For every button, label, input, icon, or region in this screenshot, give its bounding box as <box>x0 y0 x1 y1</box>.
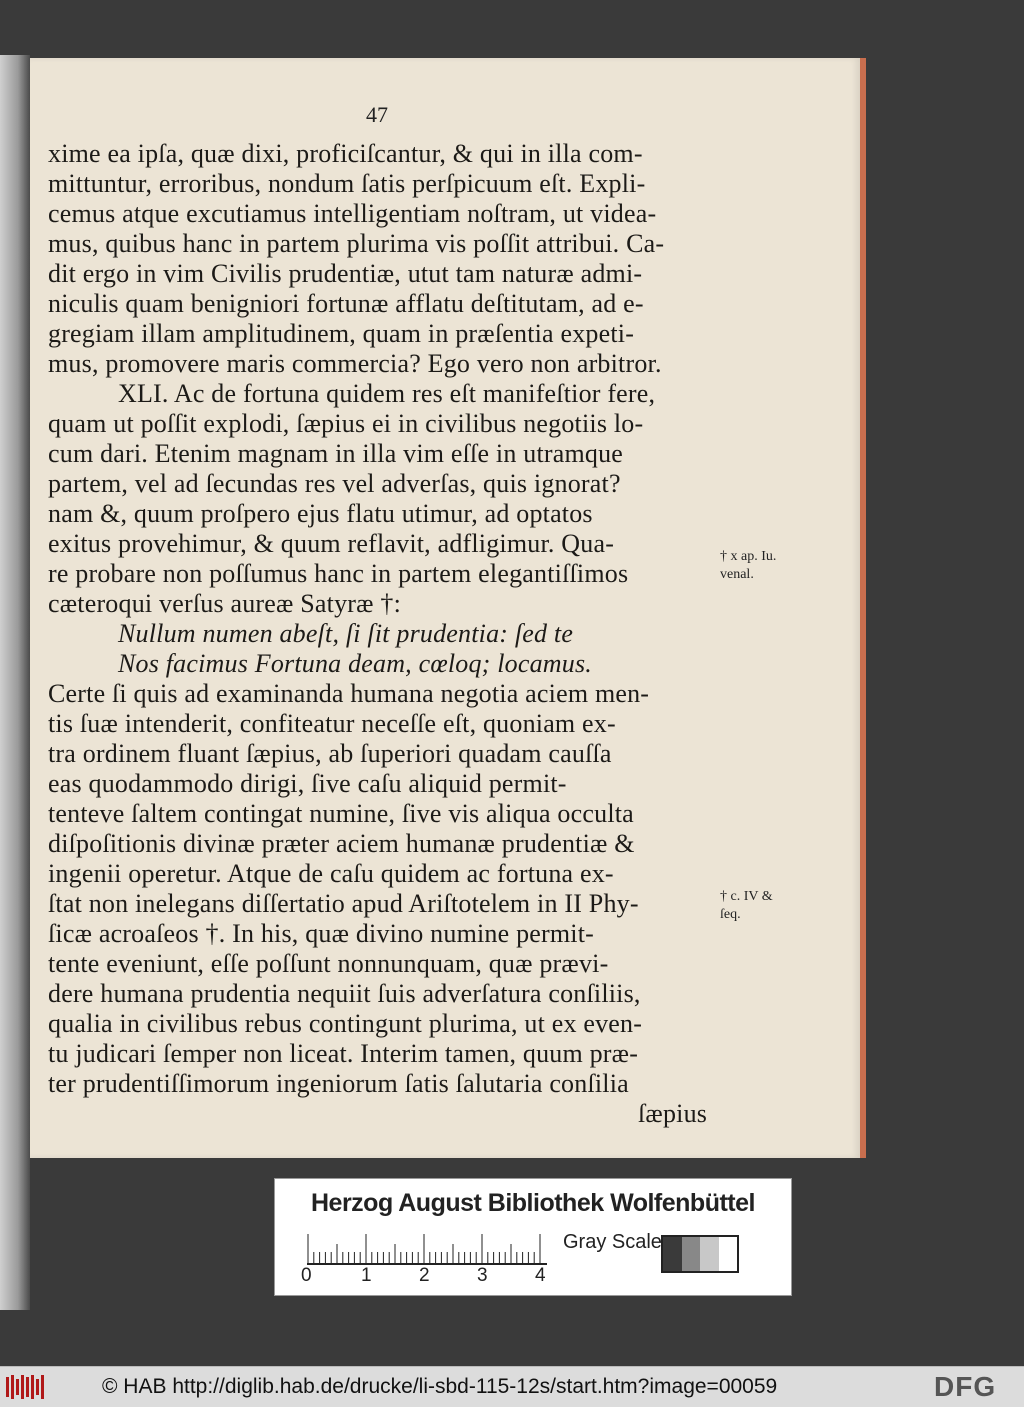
text-line: ſicæ acroaſeos †. In his, quæ divino numine permit- <box>48 919 594 948</box>
verse-line: Nullum numen abeſt, ſi ſit prudentia: ſed te <box>118 619 574 648</box>
book-page <box>30 58 866 1158</box>
margin-note: † c. IV & ſeq. <box>720 889 773 922</box>
section-heading-line: XLI. Ac de fortuna quidem res eſt manifeſtior fere, <box>118 379 656 408</box>
text-line: dere humana prudentia nequiit ſuis adverſatura conſiliis, <box>48 979 641 1008</box>
text-line: cum dari. Etenim magnam in illa vim eſſe in utramque <box>48 439 624 468</box>
text-line: mus, promovere maris commercia? Ego vero non arbitror. <box>48 349 662 378</box>
margin-note: † x ap. Iu. venal. <box>720 549 777 582</box>
text-line: xime ea ipſa, quæ dixi, proficiſcantur, & qui in illa com- <box>48 139 643 168</box>
verse-line: Nos facimus Fortuna deam, cœloq; locamus. <box>118 649 593 678</box>
text-line: mittuntur, erroribus, nondum ſatis perſpicuum eſt. Expli- <box>48 169 646 198</box>
page-number: 47 <box>366 102 388 127</box>
library-name: Herzog August Bibliothek Wolfenbüttel <box>311 1189 755 1217</box>
text-line: ingenii operetur. Atque de caſu quidem ac fortuna ex- <box>48 859 614 888</box>
gray-scale-swatches <box>661 1235 739 1273</box>
hab-logo-icon <box>6 1375 46 1399</box>
text-line: dit ergo in vim Civilis prudentiæ, utut tam naturæ admi- <box>48 259 643 288</box>
text-line: tis ſuæ intenderit, confiteatur neceſſe eſt, quoniam ex- <box>48 709 616 738</box>
book-spine-edge <box>0 55 30 1310</box>
text-line: gregiam illam amplitudinem, quam in præſentia expeti- <box>48 319 635 348</box>
source-link[interactable]: © HAB http://diglib.hab.de/drucke/li-sbd-115-12s/start.htm?image=00059 <box>102 1375 778 1398</box>
text-line: ter prudentiſſimorum ingeniorum ſatis ſalutaria conſilia <box>48 1069 629 1098</box>
ruler-label: 0 <box>301 1265 312 1286</box>
gray-scale-label: Gray Scale <box>563 1231 662 1253</box>
dfg-logo: DFG <box>934 1371 997 1402</box>
text-line: tenteve ſaltem contingat numine, ſive vis aliqua occulta <box>48 799 634 828</box>
catchword: ſæpius <box>638 1099 708 1128</box>
gray-swatch <box>682 1237 701 1271</box>
text-line: mus, quibus hanc in partem plurima vis poſſit attribui. Ca- <box>48 229 665 258</box>
text-line: cæteroqui verſus aureæ Satyræ †: <box>48 589 401 618</box>
text-line: tente eveniunt, eſſe poſſunt nonnunquam, quæ prævi- <box>48 949 609 978</box>
text-line: nam &, quum proſpero ejus flatu utimur, ad optatos <box>48 499 593 528</box>
text-line: exitus provehimur, & quum reflavit, adfligimur. Qua- <box>48 529 615 558</box>
text-line: tu judicari ſemper non liceat. Interim tamen, quum præ- <box>48 1039 639 1068</box>
ruler-label: 2 <box>419 1265 430 1286</box>
gray-swatch <box>663 1237 682 1271</box>
library-color-card <box>274 1178 792 1296</box>
gray-swatch <box>700 1237 719 1271</box>
text-line: partem, vel ad ſecundas res vel adverſas, quis ignorat? <box>48 469 621 498</box>
text-line: diſpoſitionis divinæ præter aciem humanæ prudentiæ & <box>48 829 635 858</box>
text-line: cemus atque excutiamus intelligentiam noſtram, ut videa- <box>48 199 657 228</box>
ruler-scale <box>307 1231 547 1265</box>
text-line: ſtat non inelegans diſſertatio apud Ariſtotelem in II Phy- <box>48 889 639 918</box>
text-line: quam ut poſſit explodi, ſæpius ei in civilibus negotiis lo- <box>48 409 644 438</box>
viewer-footer <box>0 1366 1024 1407</box>
text-line: eas quodammodo dirigi, ſive caſu aliquid permit- <box>48 769 567 798</box>
text-line: Certe ſi quis ad examinanda humana negotia aciem men- <box>48 679 650 708</box>
ruler-label: 3 <box>477 1265 488 1286</box>
text-line: tra ordinem fluant ſæpius, ab ſuperiori quadam cauſſa <box>48 739 612 768</box>
text-line: re probare non poſſumus hanc in partem elegantiſſimos <box>48 559 629 588</box>
gray-swatch <box>719 1237 738 1271</box>
ruler-label: 1 <box>361 1265 372 1286</box>
ruler-label: 4 <box>535 1265 546 1286</box>
text-line: niculis quam benigniori fortunæ afflatu deſtitutam, ad e- <box>48 289 644 318</box>
text-line: qualia in civilibus rebus contingunt plurima, ut ex even- <box>48 1009 643 1038</box>
